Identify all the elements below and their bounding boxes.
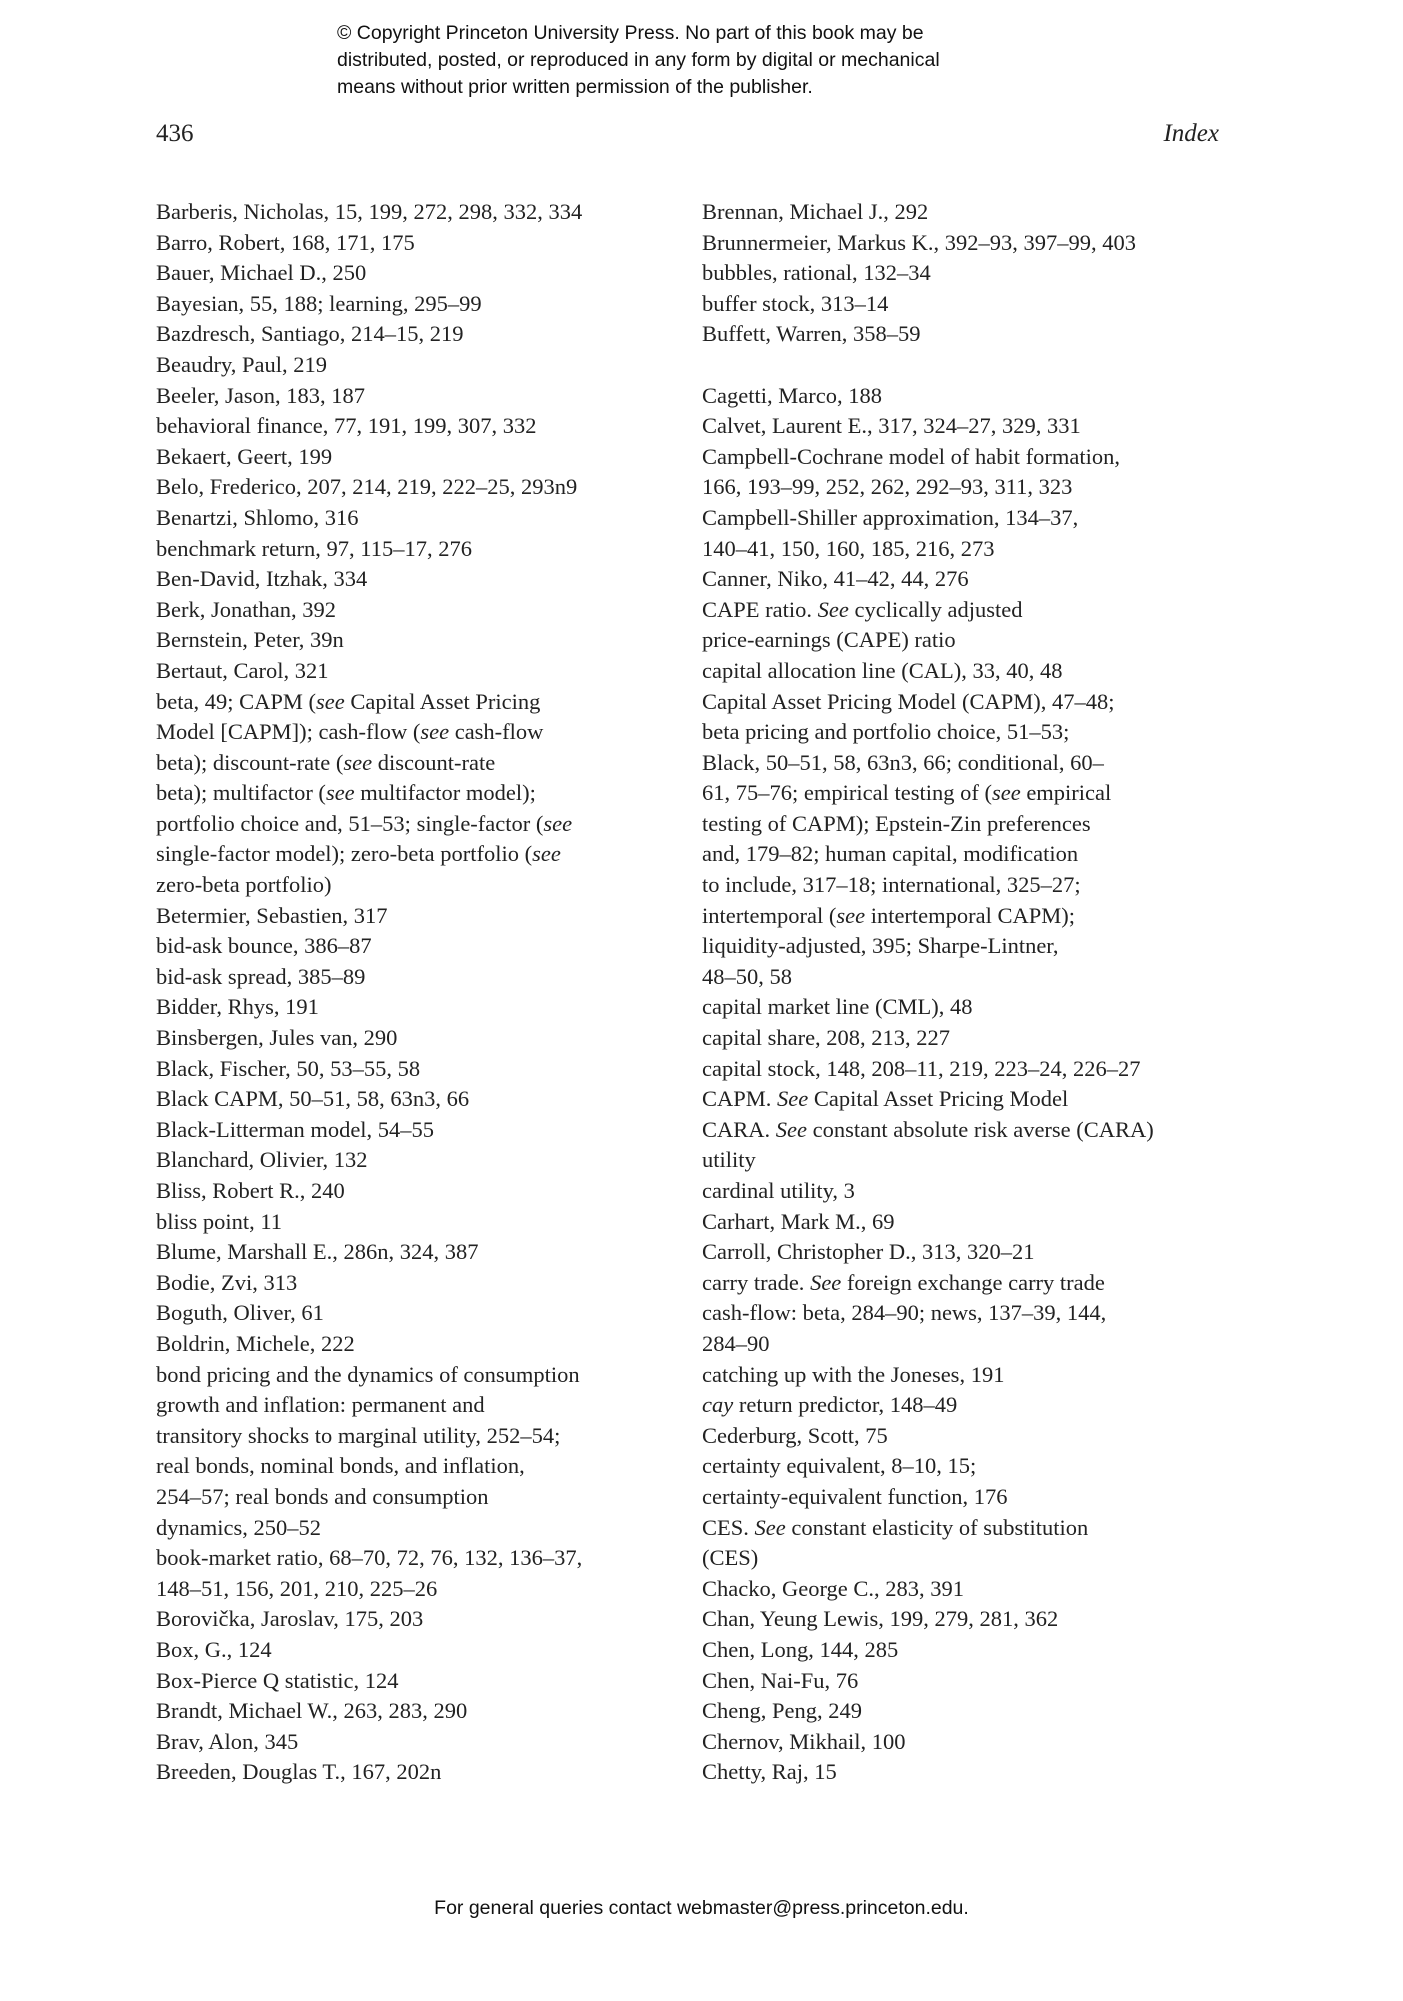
index-entry bbox=[156, 687, 676, 901]
index-entry bbox=[702, 1727, 1227, 1758]
index-entry-line: single-factor model); zero-beta portfolio (see bbox=[156, 841, 561, 867]
index-entry-line: real bonds, nominal bonds, and inflation, bbox=[156, 1453, 525, 1479]
index-entry bbox=[702, 228, 1227, 259]
index-entry bbox=[156, 1115, 676, 1146]
index-entry bbox=[156, 901, 676, 932]
index-entry-line: cay return predictor, 148–49 bbox=[702, 1392, 958, 1418]
index-entry-line: bubbles, rational, 132–34 bbox=[702, 260, 931, 286]
index-entry-line: Black CAPM, 50–51, 58, 63n3, 66 bbox=[156, 1086, 470, 1112]
index-entry-line: zero-beta portfolio) bbox=[156, 872, 332, 898]
index-entry-line: Berk, Jonathan, 392 bbox=[156, 596, 336, 622]
index-entry-line: buffer stock, 313–14 bbox=[702, 290, 889, 316]
index-entry-line: Beeler, Jason, 183, 187 bbox=[156, 382, 366, 408]
index-entry bbox=[156, 1666, 676, 1697]
index-entry-line: Blanchard, Olivier, 132 bbox=[156, 1147, 368, 1173]
index-entry bbox=[156, 411, 676, 442]
index-entry bbox=[702, 1513, 1227, 1574]
letter-section-gap bbox=[702, 350, 1227, 381]
index-entry-line: bid-ask bounce, 386–87 bbox=[156, 933, 372, 959]
index-entry bbox=[156, 1084, 676, 1115]
index-entry bbox=[156, 1757, 676, 1788]
index-column-left bbox=[156, 197, 676, 1788]
index-entry bbox=[156, 1176, 676, 1207]
index-entry-line: Canner, Niko, 41–42, 44, 276 bbox=[702, 566, 969, 592]
index-entry bbox=[156, 228, 676, 259]
index-entry bbox=[156, 1543, 676, 1604]
index-entry-line: Chacko, George C., 283, 391 bbox=[702, 1575, 965, 1601]
index-entry bbox=[156, 350, 676, 381]
index-entry-line: Black, Fischer, 50, 53–55, 58 bbox=[156, 1055, 421, 1081]
index-entry-line: (CES) bbox=[702, 1545, 759, 1571]
index-entry bbox=[156, 319, 676, 350]
index-entry bbox=[156, 656, 676, 687]
index-entry-line: Ben-David, Itzhak, 334 bbox=[156, 566, 368, 592]
index-entry bbox=[156, 381, 676, 412]
index-entry bbox=[702, 656, 1227, 687]
index-entry-line: capital share, 208, 213, 227 bbox=[702, 1025, 951, 1051]
index-entry bbox=[156, 258, 676, 289]
index-entry-line: cash-flow: beta, 284–90; news, 137–39, 144, bbox=[702, 1300, 1107, 1326]
page-number: 436 bbox=[156, 120, 194, 147]
index-entry-line: Barro, Robert, 168, 171, 175 bbox=[156, 229, 415, 255]
index-entry-line: Blume, Marshall E., 286n, 324, 387 bbox=[156, 1239, 479, 1265]
index-entry bbox=[702, 1451, 1227, 1512]
index-entry-line: liquidity-adjusted, 395; Sharpe-Lintner, bbox=[702, 933, 1059, 959]
index-entry-line: Capital Asset Pricing Model (CAPM), 47–48; bbox=[702, 688, 1115, 714]
index-entry-line: 48–50, 58 bbox=[702, 963, 792, 989]
index-entry-line: utility bbox=[702, 1147, 756, 1173]
index-entry-line: Betermier, Sebastien, 317 bbox=[156, 902, 388, 928]
index-entry-line: Beaudry, Paul, 219 bbox=[156, 351, 328, 377]
index-entry-line: 140–41, 150, 160, 185, 216, 273 bbox=[702, 535, 995, 561]
index-entry-line: Box, G., 124 bbox=[156, 1636, 272, 1662]
index-entry-line: dynamics, 250–52 bbox=[156, 1514, 321, 1540]
index-group-b bbox=[702, 197, 1227, 350]
index-entry bbox=[156, 1237, 676, 1268]
index-entry bbox=[156, 1635, 676, 1666]
index-entry-line: Bertaut, Carol, 321 bbox=[156, 657, 329, 683]
index-entry-line: 284–90 bbox=[702, 1330, 770, 1356]
index-entry bbox=[156, 1023, 676, 1054]
index-entry-line: beta); discount-rate (see discount-rate bbox=[156, 749, 496, 775]
index-entry-line: Boguth, Oliver, 61 bbox=[156, 1300, 324, 1326]
index-entry bbox=[702, 1237, 1227, 1268]
index-entry-line: Bazdresch, Santiago, 214–15, 219 bbox=[156, 321, 464, 347]
index-entry bbox=[156, 625, 676, 656]
index-entry-line: beta); multifactor (see multifactor model); bbox=[156, 780, 536, 806]
index-entry-line: Carhart, Mark M., 69 bbox=[702, 1208, 895, 1234]
index-entry-line: and, 179–82; human capital, modification bbox=[702, 841, 1079, 867]
index-entry-line: transitory shocks to marginal utility, 252–54; bbox=[156, 1422, 561, 1448]
index-entry bbox=[702, 1421, 1227, 1452]
running-head: Index bbox=[1163, 120, 1219, 147]
index-entry-line: bliss point, 11 bbox=[156, 1208, 283, 1234]
index-entry-line: catching up with the Joneses, 191 bbox=[702, 1361, 1005, 1387]
index-entry-line: Campbell-Shiller approximation, 134–37, bbox=[702, 504, 1079, 530]
index-column-right bbox=[702, 197, 1227, 1788]
index-entry bbox=[156, 1360, 676, 1544]
index-entry-line: Bekaert, Geert, 199 bbox=[156, 443, 333, 469]
index-entry-line: Calvet, Laurent E., 317, 324–27, 329, 331 bbox=[702, 413, 1081, 439]
index-entry-line: Boldrin, Michele, 222 bbox=[156, 1330, 355, 1356]
index-entry-line: capital market line (CML), 48 bbox=[702, 994, 973, 1020]
index-entry bbox=[156, 1604, 676, 1635]
index-entry-line: benchmark return, 97, 115–17, 276 bbox=[156, 535, 472, 561]
index-entry-line: intertemporal (see intertemporal CAPM); bbox=[702, 902, 1076, 928]
index-entry-line: Campbell-Cochrane model of habit formation, bbox=[702, 443, 1121, 469]
copyright-line: © Copyright Princeton University Press. No part of this book may be bbox=[337, 22, 924, 44]
index-entry bbox=[702, 197, 1227, 228]
index-entry-line: Bliss, Robert R., 240 bbox=[156, 1178, 345, 1203]
index-entry-line: Brennan, Michael J., 292 bbox=[702, 199, 929, 224]
index-entry bbox=[702, 1115, 1227, 1176]
index-entry-line: book-market ratio, 68–70, 72, 76, 132, 136–37, bbox=[156, 1545, 583, 1571]
index-entry bbox=[156, 564, 676, 595]
index-entry-line: Model [CAPM]); cash-flow (see cash-flow bbox=[156, 719, 544, 745]
index-entry-line: price-earnings (CAPE) ratio bbox=[702, 627, 956, 653]
index-entry-line: Chetty, Raj, 15 bbox=[702, 1759, 837, 1785]
index-entry-line: Cagetti, Marco, 188 bbox=[702, 382, 882, 408]
index-entry-line: Borovička, Jaroslav, 175, 203 bbox=[156, 1606, 424, 1632]
index-entry bbox=[156, 1727, 676, 1758]
index-entry-line: beta, 49; CAPM (see Capital Asset Pricing bbox=[156, 688, 541, 714]
index-entry-line: CAPE ratio. See cyclically adjusted bbox=[702, 596, 1023, 622]
index-entry-line: bid-ask spread, 385–89 bbox=[156, 963, 366, 989]
index-entry bbox=[702, 381, 1227, 412]
index-entry-line: Chan, Yeung Lewis, 199, 279, 281, 362 bbox=[702, 1606, 1059, 1632]
index-entry-line: 166, 193–99, 252, 262, 292–93, 311, 323 bbox=[702, 474, 1073, 500]
index-entry bbox=[702, 1298, 1227, 1359]
index-entry bbox=[702, 1084, 1227, 1115]
index-entry bbox=[702, 1360, 1227, 1391]
index-entry bbox=[702, 1390, 1227, 1421]
index-entry bbox=[702, 289, 1227, 320]
index-entry-line: to include, 317–18; international, 325–27; bbox=[702, 872, 1081, 898]
index-entry bbox=[156, 992, 676, 1023]
index-entry-line: CAPM. See Capital Asset Pricing Model bbox=[702, 1086, 1069, 1112]
index-entry bbox=[702, 1574, 1227, 1605]
index-entry-line: Bauer, Michael D., 250 bbox=[156, 260, 367, 286]
copyright-line: means without prior written permission of the publisher. bbox=[337, 76, 813, 98]
index-entry bbox=[702, 319, 1227, 350]
index-entry-line: CES. See constant elasticity of substitution bbox=[702, 1514, 1089, 1540]
index-entry bbox=[156, 1207, 676, 1238]
index-entry-line: Buffett, Warren, 358–59 bbox=[702, 321, 921, 347]
index-entry bbox=[702, 595, 1227, 656]
index-entry-line: Cheng, Peng, 249 bbox=[702, 1698, 862, 1724]
index-entry-line: 148–51, 156, 201, 210, 225–26 bbox=[156, 1575, 438, 1601]
index-entry-line: Cederburg, Scott, 75 bbox=[702, 1422, 888, 1448]
index-entry bbox=[156, 1054, 676, 1085]
index-entry bbox=[702, 442, 1227, 503]
index-entry-line: bond pricing and the dynamics of consumption bbox=[156, 1361, 580, 1387]
index-entry-line: CARA. See constant absolute risk averse (CARA) bbox=[702, 1116, 1154, 1142]
index-entry bbox=[156, 962, 676, 993]
index-entry-line: Chen, Long, 144, 285 bbox=[702, 1636, 899, 1662]
index-entry bbox=[156, 534, 676, 565]
index-entry-line: cardinal utility, 3 bbox=[702, 1178, 855, 1203]
index-entry bbox=[702, 1207, 1227, 1238]
index-entry-line: 254–57; real bonds and consumption bbox=[156, 1483, 489, 1509]
index-entry bbox=[702, 503, 1227, 564]
footer-contact: For general queries contact webmaster@press.princeton.edu. bbox=[434, 1897, 969, 1919]
index-entry bbox=[702, 258, 1227, 289]
copyright-notice bbox=[337, 20, 1097, 101]
index-entry bbox=[702, 1054, 1227, 1085]
index-entry-line: Carroll, Christopher D., 313, 320–21 bbox=[702, 1239, 1035, 1265]
index-entry-line: Barberis, Nicholas, 15, 199, 272, 298, 332, 334 bbox=[156, 199, 583, 224]
index-entry bbox=[702, 1268, 1227, 1299]
index-entry-line: Bodie, Zvi, 313 bbox=[156, 1269, 298, 1295]
index-entry-line: Chernov, Mikhail, 100 bbox=[702, 1728, 906, 1754]
index-entry-line: testing of CAPM); Epstein-Zin preferences bbox=[702, 810, 1091, 836]
index-entry bbox=[702, 564, 1227, 595]
index-entry-line: certainty-equivalent function, 176 bbox=[702, 1483, 1008, 1509]
index-entry bbox=[156, 931, 676, 962]
index-entry bbox=[156, 1329, 676, 1360]
index-entry bbox=[156, 1298, 676, 1329]
index-entry bbox=[702, 1023, 1227, 1054]
index-entry-line: capital stock, 148, 208–11, 219, 223–24, 226–27 bbox=[702, 1055, 1141, 1081]
index-entry-line: capital allocation line (CAL), 33, 40, 48 bbox=[702, 657, 1063, 683]
index-entry-line: growth and inflation: permanent and bbox=[156, 1392, 485, 1418]
index-entry bbox=[156, 503, 676, 534]
index-entry-line: beta pricing and portfolio choice, 51–53; bbox=[702, 719, 1070, 745]
index-entry bbox=[156, 1696, 676, 1727]
index-entry-line: Bidder, Rhys, 191 bbox=[156, 994, 319, 1020]
index-entry bbox=[156, 289, 676, 320]
index-entry bbox=[156, 472, 676, 503]
index-entry-line: Bayesian, 55, 188; learning, 295–99 bbox=[156, 290, 482, 316]
index-entry bbox=[156, 1145, 676, 1176]
index-entry-line: carry trade. See foreign exchange carry trade bbox=[702, 1269, 1105, 1295]
index-entry bbox=[156, 595, 676, 626]
index-entry bbox=[156, 197, 676, 228]
index-entry bbox=[702, 1666, 1227, 1697]
index-entry-line: portfolio choice and, 51–53; single-factor (see bbox=[156, 810, 573, 836]
index-entry-line: Belo, Frederico, 207, 214, 219, 222–25, 293n9 bbox=[156, 474, 578, 500]
index-entry-line: Binsbergen, Jules van, 290 bbox=[156, 1025, 398, 1051]
index-entry-line: Chen, Nai-Fu, 76 bbox=[702, 1667, 859, 1693]
index-entry bbox=[702, 1757, 1227, 1788]
index-entry bbox=[702, 1176, 1227, 1207]
index-entry-line: Benartzi, Shlomo, 316 bbox=[156, 504, 359, 530]
index-entry-line: behavioral finance, 77, 191, 199, 307, 332 bbox=[156, 413, 537, 439]
index-entry bbox=[702, 1635, 1227, 1666]
index-entry-line: Black-Litterman model, 54–55 bbox=[156, 1116, 435, 1142]
index-entry bbox=[156, 1268, 676, 1299]
index-entry bbox=[156, 442, 676, 473]
index-group-c bbox=[702, 381, 1227, 1788]
index-entry-line: Brandt, Michael W., 263, 283, 290 bbox=[156, 1698, 468, 1724]
index-entry bbox=[702, 992, 1227, 1023]
index-entry bbox=[702, 1604, 1227, 1635]
index-entry-line: Bernstein, Peter, 39n bbox=[156, 627, 344, 653]
copyright-line: distributed, posted, or reproduced in any form by digital or mechanical bbox=[337, 49, 940, 71]
index-entry-line: Box-Pierce Q statistic, 124 bbox=[156, 1667, 399, 1693]
index-entry-line: Brunnermeier, Markus K., 392–93, 397–99, 403 bbox=[702, 229, 1137, 255]
index-entry bbox=[702, 411, 1227, 442]
index-entry-line: 61, 75–76; empirical testing of (see empirical bbox=[702, 780, 1112, 806]
index-entry-line: Black, 50–51, 58, 63n3, 66; conditional, 60– bbox=[702, 749, 1104, 775]
index-entry-line: certainty equivalent, 8–10, 15; bbox=[702, 1453, 977, 1479]
index-entry-line: Brav, Alon, 345 bbox=[156, 1728, 299, 1754]
index-entry bbox=[702, 687, 1227, 993]
index-entry-line: Breeden, Douglas T., 167, 202n bbox=[156, 1759, 442, 1785]
index-entry bbox=[702, 1696, 1227, 1727]
